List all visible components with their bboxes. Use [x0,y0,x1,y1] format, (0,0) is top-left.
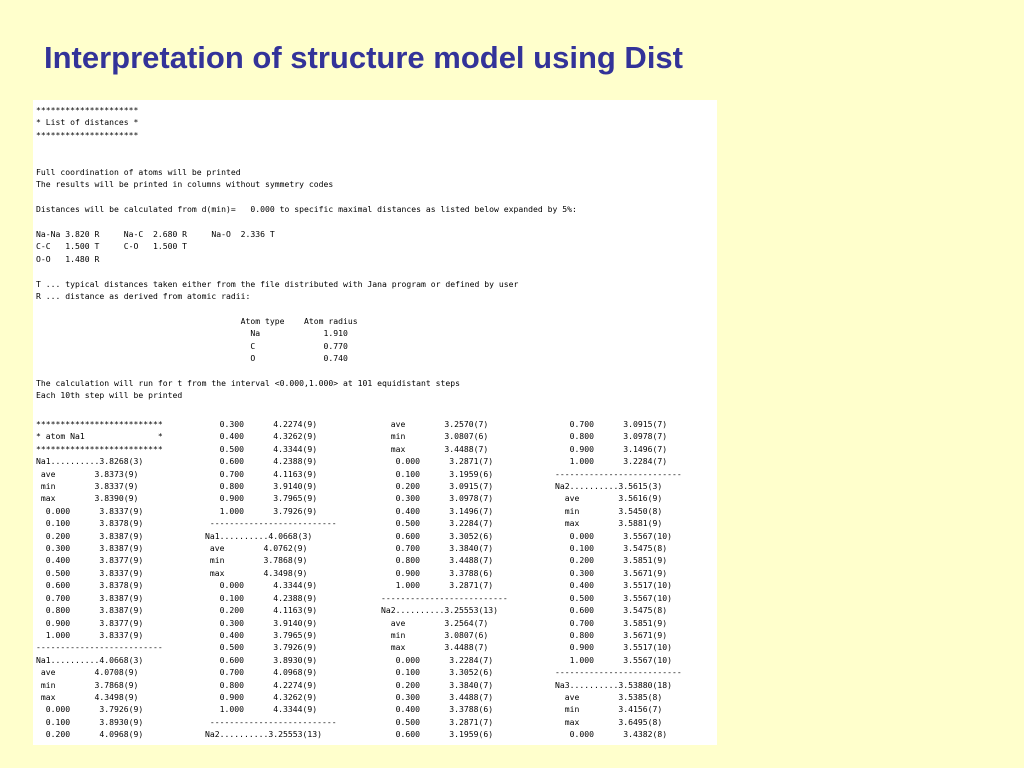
column-3-line: ave 3.2570(7) [381,419,489,429]
column-2-line: 0.100 4.2388(9) [205,592,318,603]
column-2-line: 0.600 4.2388(9) [205,456,318,467]
column-3-line: min 3.0807(6) [381,629,489,640]
column-4-line: 1.000 3.5567(10) [555,654,672,665]
output-column-4 [555,418,682,741]
column-2-line: 1.000 4.3344(9) [205,704,318,715]
output-header [36,104,577,402]
column-1-line: 0.600 3.8378(9) [36,580,144,591]
header-line: The results will be printed in columns without symmetry codes [36,179,334,190]
column-3-line: 0.600 3.1959(6) [381,729,494,740]
column-2-line: 1.000 3.7926(9) [205,505,318,516]
column-3-line: max 3.4488(7) [381,443,489,454]
column-3-line: 0.800 3.4488(7) [381,555,494,566]
column-2-line: 0.500 4.3344(9) [205,443,318,454]
column-3-line: 1.000 3.2871(7) [381,580,494,591]
column-2-line: 0.200 4.1163(9) [205,605,318,616]
column-3-line: 0.300 3.4488(7) [381,691,494,702]
column-3-line: 0.900 3.3788(6) [381,567,494,578]
column-3-line: 0.600 3.3052(6) [381,530,494,541]
column-1-line: 0.000 3.7926(9) [36,704,144,715]
column-1-line: max 4.3498(9) [36,691,139,702]
column-1-line: min 3.8337(9) [36,481,139,492]
column-2-line: 0.900 3.7965(9) [205,493,318,504]
output-column-3 [381,418,508,741]
column-1-line: 0.100 3.8930(9) [36,716,144,727]
column-4-line: 0.100 3.5475(8) [555,543,668,554]
column-3-line: 0.100 3.3052(6) [381,667,494,678]
header-line: The calculation will run for t from the interval <0.000,1.000> at 101 equidistant steps [36,377,460,388]
header-line: O-O 1.480 R [36,253,100,264]
header-line: T ... typical distances taken either from the file distributed with Jana program or defined by user [36,278,519,289]
header-line: ********************* [36,129,139,140]
column-3-line: 0.000 3.2871(7) [381,456,494,467]
slide-title: Interpretation of structure model using Dist [44,40,683,75]
column-1-line: 0.200 3.8387(9) [36,530,144,541]
column-1-line: min 3.7868(9) [36,679,139,690]
column-4-line: -------------------------- [555,667,682,678]
column-2-line: 0.700 4.0968(9) [205,667,318,678]
column-3-line: min 3.0807(6) [381,431,489,442]
column-2-line: 0.800 3.9140(9) [205,481,318,492]
column-2-line: -------------------------- [205,518,337,529]
column-3-line: 0.100 3.1959(6) [381,468,494,479]
column-3-line: max 3.4488(7) [381,642,489,653]
column-2-line: Na2..........3.25553(13) [205,729,322,740]
header-line: C-C 1.500 T C-O 1.500 T [36,241,188,252]
column-3-line: 0.200 3.3840(7) [381,679,494,690]
column-3-line: Na2..........3.25553(13) [381,605,498,616]
column-4-line: Na2..........3.5615(3) [555,481,663,492]
column-1-line: ************************** [36,419,163,429]
column-3-line: 0.300 3.0978(7) [381,493,494,504]
header-line: ********************* [36,105,139,115]
column-2-line: Na1..........4.0668(3) [205,530,313,541]
column-3-line: 0.500 3.2284(7) [381,518,494,529]
header-line: Na 1.910 [36,328,348,339]
column-1-line: 1.000 3.8337(9) [36,629,144,640]
column-4-line: ave 3.5616(9) [555,493,663,504]
column-1-line: * atom Na1 * [36,431,163,442]
column-1-line: ************************** [36,443,163,454]
column-2-line: 0.600 3.8930(9) [205,654,318,665]
column-4-line: 0.300 3.5671(9) [555,567,668,578]
column-3-line: 0.000 3.2284(7) [381,654,494,665]
column-2-line: 0.000 4.3344(9) [205,580,318,591]
column-1-line: 0.400 3.8377(9) [36,555,144,566]
column-3-line: -------------------------- [381,592,508,603]
header-line: Na-Na 3.820 R Na-C 2.680 R Na-O 2.336 T [36,229,275,240]
column-1-line: 0.000 3.8337(9) [36,505,144,516]
column-4-line: 0.800 3.5671(9) [555,629,668,640]
column-1-line: max 3.8390(9) [36,493,139,504]
column-2-line: 0.400 3.7965(9) [205,629,318,640]
column-2-line: 0.300 4.2274(9) [205,419,318,429]
column-2-line: 0.800 4.2274(9) [205,679,318,690]
column-4-line: Na3..........3.53880(18) [555,679,672,690]
column-2-line: 0.700 4.1163(9) [205,468,318,479]
column-2-line: -------------------------- [205,716,337,727]
column-2-line: 0.300 3.9140(9) [205,617,318,628]
column-4-line: -------------------------- [555,468,682,479]
column-3-line: ave 3.2564(7) [381,617,489,628]
column-1-line: -------------------------- [36,642,163,653]
header-line: Each 10th step will be printed [36,390,183,401]
header-line: R ... distance as derived from atomic radii: [36,291,251,302]
column-3-line: 0.200 3.0915(7) [381,481,494,492]
column-4-line: min 3.4156(7) [555,704,663,715]
column-1-line: 0.200 4.0968(9) [36,729,144,740]
column-4-line: 0.900 3.5517(10) [555,642,672,653]
column-4-line: 0.900 3.1496(7) [555,443,668,454]
column-4-line: 0.000 3.4382(8) [555,729,668,740]
column-2-line: max 4.3498(9) [205,567,308,578]
column-4-line: ave 3.5385(8) [555,691,663,702]
output-column-2 [205,418,337,741]
column-2-line: min 3.7868(9) [205,555,308,566]
column-4-line: max 3.6495(8) [555,716,663,727]
column-4-line: min 3.5450(8) [555,505,663,516]
header-line: Full coordination of atoms will be printed [36,167,241,178]
column-1-line: 0.900 3.8377(9) [36,617,144,628]
column-3-line: 0.700 3.3840(7) [381,543,494,554]
column-1-line: 0.700 3.8387(9) [36,592,144,603]
column-1-line: 0.800 3.8387(9) [36,605,144,616]
column-4-line: 0.700 3.0915(7) [555,419,668,429]
column-4-line: 0.000 3.5567(10) [555,530,672,541]
column-4-line: 0.200 3.5851(9) [555,555,668,566]
column-1-line: Na1..........3.8268(3) [36,456,144,467]
header-line: Distances will be calculated from d(min)= 0.000 to specific maximal distances as listed below expanded by 5%: [36,204,577,215]
column-1-line: 0.100 3.8378(9) [36,518,144,529]
header-line: Atom type Atom radius [36,315,358,326]
column-3-line: 0.500 3.2871(7) [381,716,494,727]
column-1-line: Na1..........4.0668(3) [36,654,144,665]
header-line: O 0.740 [36,353,348,364]
column-3-line: 0.400 3.3788(6) [381,704,494,715]
column-4-line: 0.600 3.5475(8) [555,605,668,616]
dist-output-screenshot [33,100,717,745]
column-2-line: ave 4.0762(9) [205,543,308,554]
column-2-line: 0.400 4.3262(9) [205,431,318,442]
column-3-line: 0.400 3.1496(7) [381,505,494,516]
column-1-line: ave 4.0708(9) [36,667,139,678]
column-2-line: 0.500 3.7926(9) [205,642,318,653]
column-1-line: ave 3.8373(9) [36,468,139,479]
column-4-line: 0.400 3.5517(10) [555,580,672,591]
column-4-line: 0.500 3.5567(10) [555,592,672,603]
column-4-line: max 3.5881(9) [555,518,663,529]
column-2-line: 0.900 4.3262(9) [205,691,318,702]
column-4-line: 0.700 3.5851(9) [555,617,668,628]
column-4-line: 1.000 3.2284(7) [555,456,668,467]
output-column-1 [36,418,163,741]
column-1-line: 0.500 3.8337(9) [36,567,144,578]
column-1-line: 0.300 3.8387(9) [36,543,144,554]
header-line: * List of distances * [36,117,139,128]
header-line: C 0.770 [36,340,348,351]
column-4-line: 0.800 3.0978(7) [555,431,668,442]
